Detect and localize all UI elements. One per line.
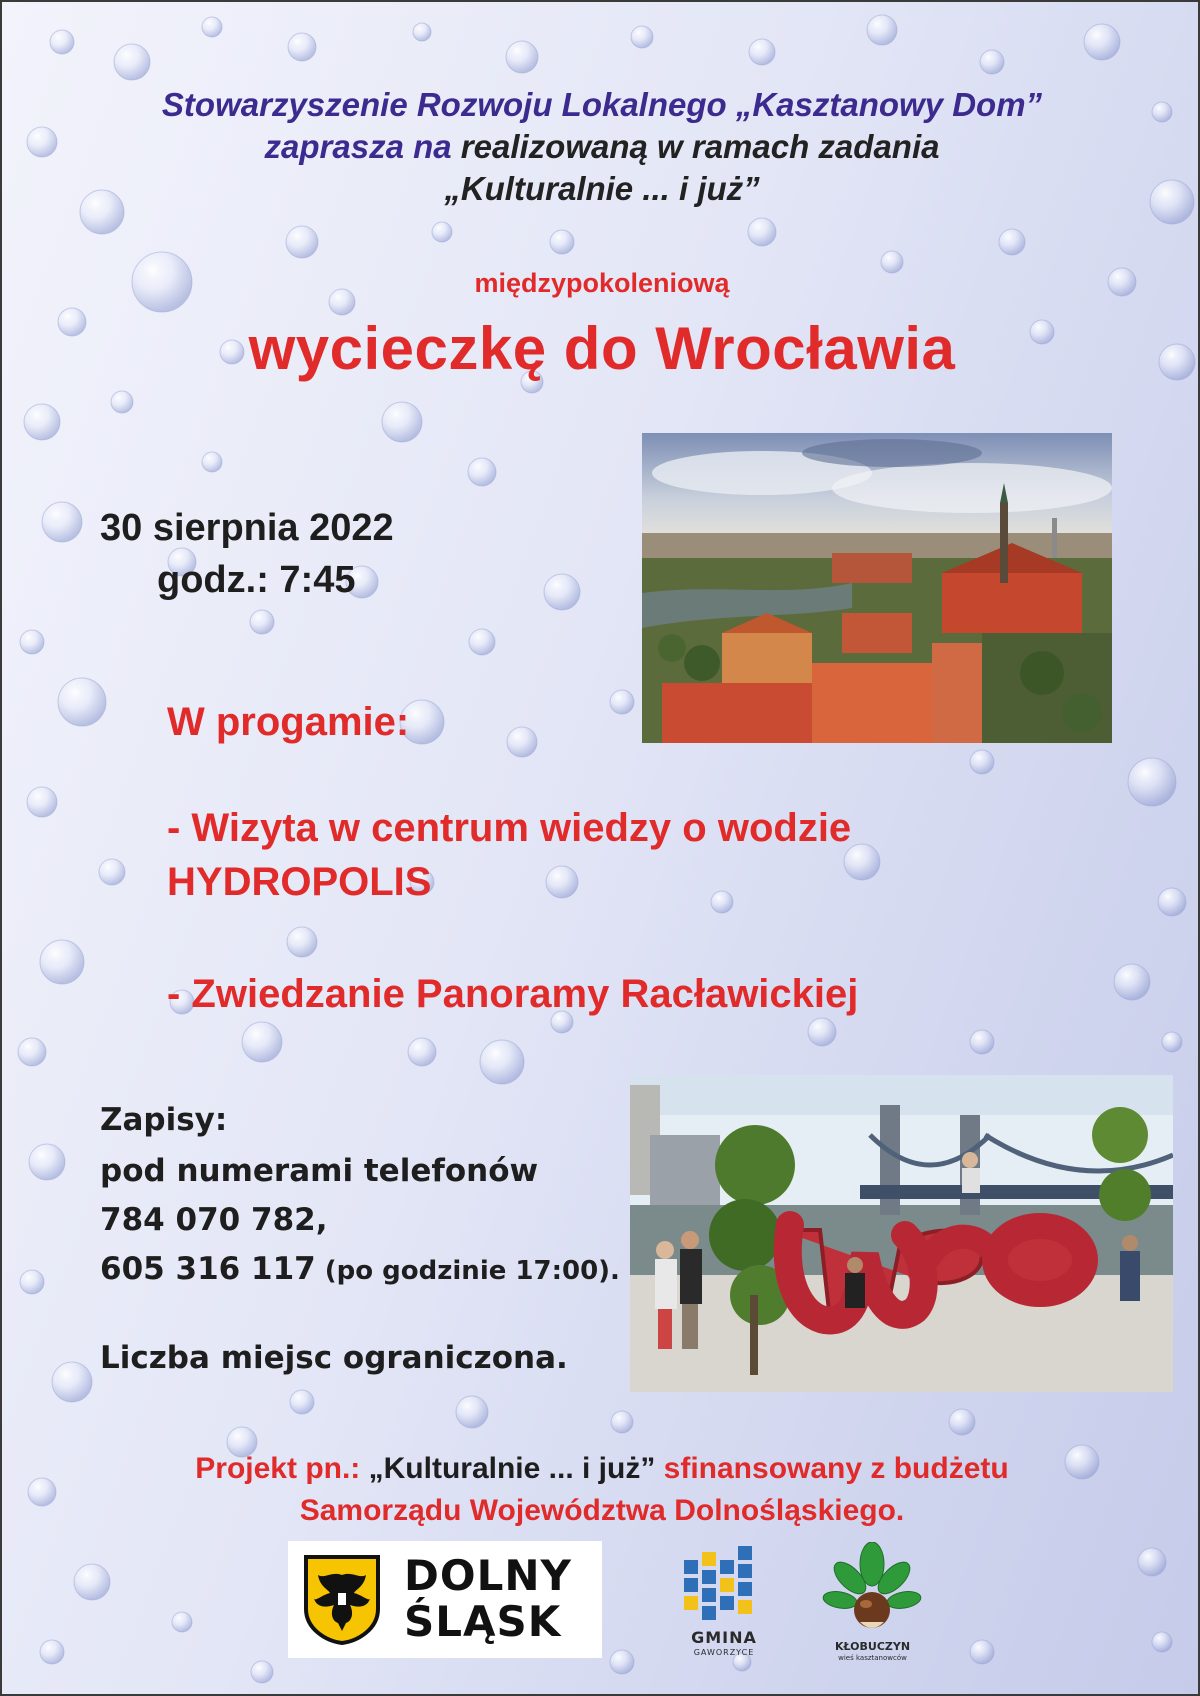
funder-line: Samorządu Województwa Dolnośląskiego. <box>299 1494 905 1527</box>
wro-sculpture-photo <box>630 1075 1173 1392</box>
gmina-label: GMINA <box>691 1628 757 1647</box>
gmina-grid-icon <box>678 1542 770 1628</box>
klobuczyn-sublabel: wieś kasztanowców <box>838 1654 907 1662</box>
limited-places-note: Liczba miejsc ograniczona. <box>100 1340 568 1376</box>
klobuczyn-logo <box>820 1542 925 1667</box>
klobuczyn-label: KŁOBUCZYN <box>834 1640 911 1653</box>
program-item-panorama: - Zwiedzanie Panoramy Racławickiej <box>167 972 859 1016</box>
task-name: „Kulturalnie ... i już” <box>444 170 760 207</box>
chestnut-leaf-icon <box>820 1542 925 1638</box>
registration-heading: Zapisy: <box>100 1102 228 1138</box>
dolny-slask-line2: ŚLĄSK <box>404 1597 562 1646</box>
wroclaw-panorama-photo <box>642 433 1112 743</box>
phone-number-2: 605 316 117 <box>100 1251 316 1287</box>
gmina-gaworzyce-logo <box>678 1542 770 1662</box>
event-title: wycieczkę do Wrocławia <box>248 315 956 382</box>
project-name: „Kulturalnie ... i już” <box>368 1452 656 1485</box>
dolny-slask-line1: DOLNY <box>404 1551 572 1600</box>
gmina-sublabel: GAWORZYCE <box>693 1648 755 1657</box>
invite-suffix: realizowaną w ramach zadania <box>451 128 940 165</box>
project-prefix: Projekt pn.: <box>195 1452 369 1485</box>
organizer-line: Stowarzyszenie Rozwoju Lokalnego „Kasztanowy Dom” <box>161 86 1043 123</box>
invite-line <box>2 126 1200 168</box>
dolny-slask-wordmark <box>404 1553 572 1645</box>
registration-phone-label: pod numerami telefonów <box>100 1153 539 1189</box>
program-heading: W progamie: <box>167 700 410 744</box>
program-item-hydropolis-name: HYDROPOLIS <box>167 860 432 904</box>
event-subtitle: międzypokoleniową <box>474 268 730 298</box>
invite-prefix: zaprasza na <box>264 128 452 165</box>
project-suffix: sfinansowany z budżetu <box>655 1452 1009 1485</box>
event-date: 30 sierpnia 2022 <box>100 507 394 549</box>
project-line <box>2 1452 1200 1486</box>
program-item-hydropolis: - Wizyta w centrum wiedzy o wodzie <box>167 806 852 850</box>
event-time: godz.: 7:45 <box>157 559 356 601</box>
phone-number-2-note: (po godzinie 17:00). <box>315 1256 620 1286</box>
dolny-slask-logo <box>288 1541 602 1658</box>
phone-number-1: 784 070 782, <box>100 1202 328 1238</box>
eagle-crest-icon <box>302 1553 382 1645</box>
phone-number-2-line <box>100 1251 620 1287</box>
